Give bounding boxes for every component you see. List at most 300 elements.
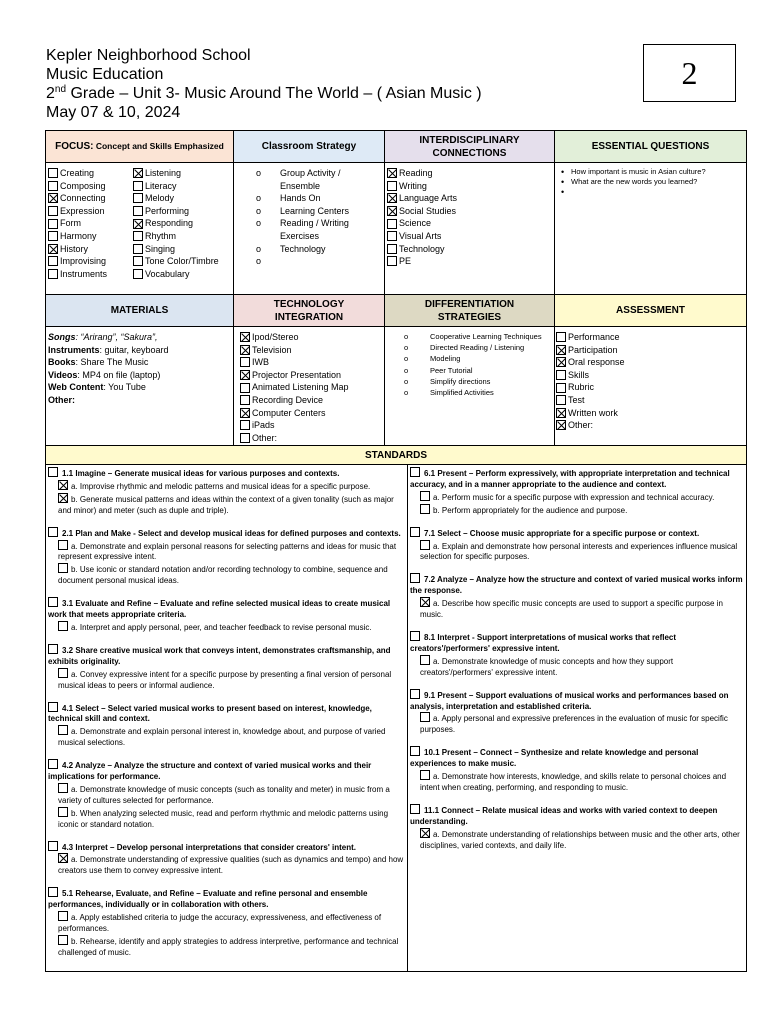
substandard-text: a. Demonstrate knowledge of music concepts and how they support creators'/performers' expressive intent. — [420, 656, 674, 677]
essential-question — [561, 177, 706, 187]
standard-title-text: 11.1 Connect – Relate musical ideas and works with varied context to deepen understanding. — [410, 805, 718, 826]
bullet-icon: o — [404, 388, 409, 398]
substandard-checkbox[interactable] — [58, 725, 68, 735]
focus-item-improvising[interactable] — [48, 255, 107, 268]
assessment-cell — [555, 327, 746, 446]
technology-checkbox[interactable] — [240, 332, 250, 342]
standard-substandard[interactable] — [410, 597, 745, 621]
substandard-text: a. Demonstrate how interests, knowledge, and skills relate to personal choices and intent when creating, performing, and responding to music. — [420, 772, 727, 792]
standard-block — [410, 746, 745, 794]
strategy-item-text: Exercises — [280, 230, 320, 241]
interdisciplinary-label: Reading — [399, 168, 433, 178]
interdisciplinary-label: Social Studies — [399, 205, 457, 216]
substandard-checkbox[interactable] — [58, 911, 68, 921]
interdisciplinary-label: Technology — [399, 243, 445, 254]
technology-checkbox[interactable] — [240, 383, 250, 393]
substandard-checkbox[interactable] — [420, 597, 430, 607]
standard-substandard[interactable] — [410, 770, 745, 794]
standard-title[interactable] — [48, 467, 406, 480]
essential-question-text: What are the new words you learned? — [571, 177, 698, 186]
unit-title-text: Grade – Unit 3- Music Around The World – ( Asian Music ) — [66, 85, 482, 102]
focus-item-rhythm[interactable] — [133, 230, 219, 243]
technology-integration-header — [234, 295, 385, 327]
assessment-item-performance[interactable] — [556, 331, 625, 344]
standard-substandard[interactable] — [48, 853, 406, 877]
substandard-checkbox[interactable] — [420, 770, 430, 780]
focus-item-form[interactable] — [48, 217, 107, 230]
interdisciplinary-item-visual-arts[interactable] — [387, 230, 457, 243]
differentiation-item-text: Modeling — [430, 354, 461, 364]
assessment-item-written-work[interactable] — [556, 407, 625, 420]
standard-block — [48, 527, 406, 588]
focus-column-2 — [133, 167, 219, 280]
assessment-item-participation[interactable] — [556, 344, 625, 357]
focus-label: Instruments — [60, 268, 108, 279]
essential-question — [561, 167, 706, 177]
substandard-checkbox[interactable] — [58, 853, 68, 863]
bullet-icon: o — [256, 218, 262, 229]
assessment-item-test[interactable] — [556, 394, 625, 407]
technology-checkbox[interactable] — [240, 408, 250, 418]
differentiation-cell — [385, 327, 555, 446]
substandard-text: b. Perform appropriately for the audience and purpose. — [433, 505, 628, 515]
standard-title[interactable] — [48, 887, 406, 911]
standard-title[interactable] — [48, 841, 406, 854]
focus-header-main: FOCUS: — [55, 141, 94, 152]
focus-label: Listening — [145, 168, 182, 178]
interdisciplinary-checkbox[interactable] — [387, 206, 397, 216]
focus-item-connecting[interactable] — [48, 192, 107, 205]
standard-title-text: 6.1 Present – Perform expressively, with appropriate interpretation and technical accuracy, and in a manner appropriate to the audience and context. — [410, 469, 730, 489]
substandard-checkbox[interactable] — [58, 668, 68, 678]
interdisciplinary-checkbox[interactable] — [387, 244, 397, 254]
technology-label: Ipod/Stereo — [252, 332, 299, 342]
assessment-label: Participation — [568, 344, 618, 355]
materials-web — [48, 381, 169, 394]
interdisciplinary-item-reading[interactable] — [387, 167, 457, 180]
bullet-icon: o — [404, 343, 409, 353]
standard-checkbox[interactable] — [410, 467, 420, 477]
focus-label: Performing — [145, 205, 190, 216]
interdisciplinary-cell — [385, 163, 555, 295]
focus-item-history[interactable] — [48, 243, 107, 256]
technology-checkbox[interactable] — [240, 420, 250, 430]
standards-right-column — [408, 465, 746, 971]
technology-checkbox[interactable] — [240, 395, 250, 405]
differentiation-header — [385, 295, 555, 327]
standard-title-text: 9.1 Present – Support evaluations of musical works and performances based on analysis, interpretation and established criteria. — [410, 690, 729, 711]
assessment-checkbox[interactable] — [556, 332, 566, 342]
interdisciplinary-checkbox[interactable] — [387, 231, 397, 241]
standard-checkbox[interactable] — [48, 841, 58, 851]
technology-item-other[interactable] — [240, 432, 349, 445]
substandard-checkbox[interactable] — [420, 504, 430, 514]
standard-substandard[interactable] — [48, 563, 406, 587]
materials-songs — [48, 331, 169, 344]
substandard-text: a. Demonstrate knowledge of music concepts (such as tonality and meter) in music from a variety of cultures selected for performance. — [58, 784, 390, 805]
assessment-checkbox[interactable] — [556, 357, 566, 367]
standard-substandard[interactable] — [48, 480, 406, 493]
substandard-text: a. Improvise rhythmic and melodic patterns and musical ideas for a specific purpose. — [71, 481, 371, 491]
assessment-checkbox[interactable] — [556, 408, 566, 418]
differentiation-item — [404, 342, 542, 353]
materials-videos — [48, 369, 169, 382]
strategy-item — [256, 205, 349, 218]
standard-block — [48, 759, 406, 830]
bullet-icon: o — [256, 205, 262, 216]
standard-title-text: 4.2 Analyze – Analyze the structure and context of varied musical works and their implications for performance. — [48, 761, 372, 782]
standard-title[interactable] — [48, 644, 406, 668]
standard-title[interactable] — [410, 689, 745, 713]
differentiation-item — [404, 331, 542, 342]
assessment-item-oral-response[interactable] — [556, 356, 625, 369]
differentiation-item — [404, 387, 542, 398]
standard-title-text: 7.2 Analyze – Analyze how the structure and context of varied musical works inform the response. — [410, 575, 743, 596]
focus-checkbox[interactable] — [48, 256, 58, 266]
focus-checkbox[interactable] — [133, 256, 143, 266]
substandard-text: a. Convey expressive intent for a specific purpose by presenting a final version of personal musical ideas to peers or informal audience. — [58, 669, 392, 690]
standard-block — [48, 841, 406, 878]
standard-checkbox[interactable] — [410, 746, 420, 756]
bullet-icon: o — [404, 354, 409, 364]
classroom-strategy-header — [234, 131, 385, 163]
standard-title[interactable] — [410, 631, 745, 655]
substandard-checkbox[interactable] — [420, 540, 430, 550]
assessment-checkbox[interactable] — [556, 420, 566, 430]
interdisciplinary-checkbox[interactable] — [387, 219, 397, 229]
technology-label: Computer Centers — [252, 407, 326, 418]
interdisciplinary-item-writing[interactable] — [387, 180, 457, 193]
technology-label: Animated Listening Map — [252, 382, 349, 393]
technology-checkbox[interactable] — [240, 370, 250, 380]
standard-substandard[interactable] — [410, 712, 745, 736]
focus-label: Expression — [60, 205, 105, 216]
essential-questions-cell — [555, 163, 746, 295]
strategy-item-text: Ensemble — [280, 180, 321, 191]
assessment-checkbox[interactable] — [556, 395, 566, 405]
standard-title[interactable] — [410, 746, 745, 770]
standard-checkbox[interactable] — [48, 759, 58, 769]
technology-item-television[interactable] — [240, 344, 349, 357]
interdisciplinary-header-line2: CONNECTIONS — [432, 147, 507, 159]
standard-checkbox[interactable] — [48, 702, 58, 712]
bullet-icon: o — [256, 193, 262, 204]
standard-checkbox[interactable] — [410, 527, 420, 537]
technology-label: Television — [252, 344, 292, 355]
standard-title-text: 8.1 Interpret - Support interpretations of musical works that reflect creators'/performers' expressive intent. — [410, 632, 677, 653]
focus-header-sub: Concept and Skills Emphasized — [93, 141, 224, 151]
instruments-label: Instruments — [48, 344, 100, 355]
technology-item-ipads[interactable] — [240, 419, 349, 432]
classroom-strategy-cell — [234, 163, 385, 295]
standard-substandard[interactable] — [410, 828, 745, 852]
focus-label: Improvising — [60, 256, 107, 267]
standard-checkbox[interactable] — [48, 597, 58, 607]
essential-questions-header-text: ESSENTIAL QUESTIONS — [591, 141, 710, 152]
songs-label: Songs — [48, 332, 76, 342]
standard-checkbox[interactable] — [410, 689, 420, 699]
focus-checkbox[interactable] — [48, 231, 58, 241]
standard-title-text: 2.1 Plan and Make - Select and develop musical ideas for defined purposes and contexts. — [62, 528, 401, 538]
differentiation-item-text: Directed Reading / Listening — [430, 343, 525, 353]
standards-header — [46, 446, 746, 465]
focus-item-harmony[interactable] — [48, 230, 107, 243]
assessment-item-skills[interactable] — [556, 369, 625, 382]
standard-checkbox[interactable] — [48, 887, 58, 897]
interdisciplinary-item-science[interactable] — [387, 217, 457, 230]
standard-title[interactable] — [48, 702, 406, 726]
substandard-text: a. Describe how specific music concepts are used to support a specific purpose in music. — [420, 599, 723, 620]
bullet-icon: o — [404, 365, 409, 375]
interdisciplinary-item-social-studies[interactable] — [387, 205, 457, 218]
assessment-label: Oral response — [568, 357, 625, 368]
focus-checkbox[interactable] — [48, 219, 58, 229]
interdisciplinary-checkbox[interactable] — [387, 168, 397, 178]
standard-substandard[interactable] — [410, 655, 745, 679]
classroom-strategy-header-text: Classroom Strategy — [261, 141, 357, 152]
grade-ordinal: nd — [54, 84, 67, 95]
standard-title-text: 4.3 Interpret – Develop personal interpretations that consider creators' intent. — [62, 842, 356, 852]
focus-checkbox[interactable] — [133, 269, 143, 279]
strategy-item-text: Reading / Writing — [280, 218, 349, 229]
substandard-text: a. Perform music for a specific purpose with expression and technical accuracy. — [433, 492, 715, 502]
unit-number-box: 2 — [643, 44, 736, 102]
assessment-item-rubric[interactable] — [556, 381, 625, 394]
focus-item-expression[interactable] — [48, 205, 107, 218]
focus-checkbox[interactable] — [133, 231, 143, 241]
standard-block — [48, 597, 406, 634]
standard-block — [410, 804, 745, 852]
standard-title-text: 5.1 Rehearse, Evaluate, and Refine – Evaluate and refine personal and ensemble performances, individually or in collaboration with others. — [48, 889, 368, 910]
interdisciplinary-label: Visual Arts — [399, 230, 442, 241]
focus-checkbox[interactable] — [133, 206, 143, 216]
focus-checkbox[interactable] — [133, 193, 143, 203]
technology-item-iwb[interactable] — [240, 356, 349, 369]
technology-item-ipod-stereo[interactable] — [240, 331, 349, 344]
focus-item-composing[interactable] — [48, 180, 107, 193]
focus-label: Composing — [60, 180, 106, 191]
standard-title[interactable] — [48, 527, 406, 540]
focus-checkbox[interactable] — [48, 269, 58, 279]
materials-header-text: MATERIALS — [110, 305, 169, 316]
standard-title[interactable] — [410, 527, 745, 540]
standard-title-text: 7.1 Select – Choose music appropriate for a specific purpose or context. — [424, 528, 700, 538]
assessment-label: Performance — [568, 332, 620, 342]
materials-instruments — [48, 344, 169, 357]
standard-checkbox[interactable] — [410, 804, 420, 814]
technology-checkbox[interactable] — [240, 345, 250, 355]
standard-title-text: 3.1 Evaluate and Refine – Evaluate and refine selected musical ideas to create musical work that meets appropriate criteria. — [48, 599, 391, 620]
standard-block — [48, 644, 406, 692]
focus-item-vocabulary[interactable] — [133, 268, 219, 281]
interdisciplinary-item-language-arts[interactable] — [387, 192, 457, 205]
differentiation-item — [404, 353, 542, 364]
standard-substandard[interactable] — [48, 493, 406, 517]
standard-checkbox[interactable] — [48, 467, 58, 477]
books-label: Books — [48, 357, 76, 368]
focus-checkbox[interactable] — [48, 193, 58, 203]
standard-substandard[interactable] — [48, 935, 406, 959]
standard-title[interactable] — [410, 804, 745, 828]
focus-item-melody[interactable] — [133, 192, 219, 205]
assessment-checkbox[interactable] — [556, 383, 566, 393]
standard-title[interactable] — [48, 597, 406, 621]
differentiation-list — [404, 331, 542, 398]
songs-value: : “Arirang”, “Sakura”, — [75, 332, 158, 342]
bullet-icon: o — [404, 376, 409, 386]
school-name: Kepler Neighborhood School — [46, 47, 251, 64]
standard-substandard[interactable] — [48, 540, 406, 564]
technology-checkbox[interactable] — [240, 357, 250, 367]
substandard-text: a. Demonstrate and explain personal reasons for selecting patterns and ideas for music that represent expressive intent. — [58, 541, 397, 562]
substandard-checkbox[interactable] — [58, 480, 68, 490]
substandard-checkbox[interactable] — [58, 783, 68, 793]
substandard-text: a. Demonstrate understanding of expressive qualities (such as dynamics and tempo) and how creators use them to convey expressive intent. — [58, 855, 404, 876]
technology-list — [240, 331, 349, 444]
technology-label: iPads — [252, 420, 275, 431]
focus-label: Form — [60, 218, 81, 229]
substandard-checkbox[interactable] — [58, 493, 68, 503]
interdisciplinary-item-pe[interactable] — [387, 255, 457, 268]
standard-title-text: 3.2 Share creative musical work that conveys intent, demonstrates craftsmanship, and exhibits originality. — [48, 645, 391, 666]
interdisciplinary-label: Writing — [399, 180, 427, 191]
interdisciplinary-list — [387, 167, 457, 268]
focus-item-responding[interactable] — [133, 217, 219, 230]
focus-label: Melody — [145, 193, 175, 204]
focus-label: Literacy — [145, 180, 177, 191]
differentiation-item-text: Simplify directions — [430, 376, 491, 386]
strategy-item-text: Learning Centers — [280, 205, 350, 216]
substandard-text: b. Use iconic or standard notation and/or recording technology to combine, sequence and document personal musical ideas. — [58, 565, 388, 586]
focus-checkbox[interactable] — [133, 244, 143, 254]
materials-other — [48, 394, 169, 407]
interdisciplinary-item-technology[interactable] — [387, 243, 457, 256]
standard-substandard[interactable] — [48, 725, 406, 749]
videos-value: : MP4 on file (laptop) — [77, 369, 161, 380]
assessment-label: Rubric — [568, 382, 595, 393]
focus-label: Rhythm — [145, 230, 177, 241]
focus-item-tone-color-timbre[interactable] — [133, 255, 219, 268]
substandard-checkbox[interactable] — [58, 807, 68, 817]
focus-item-singing[interactable] — [133, 243, 219, 256]
focus-label: Tone Color/Timbre — [145, 256, 219, 267]
focus-item-listening[interactable] — [133, 167, 219, 180]
focus-checkbox[interactable] — [48, 244, 58, 254]
substandard-checkbox[interactable] — [58, 563, 68, 573]
substandard-checkbox[interactable] — [58, 935, 68, 945]
technology-item-computer-centers[interactable] — [240, 407, 349, 420]
essential-questions-header — [555, 131, 746, 163]
interdisciplinary-header — [385, 131, 555, 163]
focus-checkbox[interactable] — [48, 181, 58, 191]
strategy-item — [256, 180, 349, 193]
focus-checkbox[interactable] — [133, 181, 143, 191]
differentiation-item — [404, 365, 542, 376]
assessment-item-other[interactable] — [556, 419, 625, 432]
focus-label: Vocabulary — [145, 268, 190, 279]
web-label: Web Content — [48, 382, 104, 393]
interdisciplinary-checkbox[interactable] — [387, 181, 397, 191]
substandard-checkbox[interactable] — [58, 540, 68, 550]
classroom-strategy-list — [256, 167, 349, 268]
substandard-checkbox[interactable] — [420, 712, 430, 722]
technology-label: Other: — [252, 432, 278, 443]
focus-item-creating[interactable] — [48, 167, 107, 180]
standard-block — [410, 631, 745, 679]
substandard-checkbox[interactable] — [420, 828, 430, 838]
standard-checkbox[interactable] — [410, 631, 420, 641]
standard-block — [410, 689, 745, 737]
standard-substandard[interactable] — [48, 668, 406, 692]
focus-column-1 — [48, 167, 107, 280]
focus-checkbox[interactable] — [48, 206, 58, 216]
assessment-checkbox[interactable] — [556, 370, 566, 380]
technology-item-projector-presentation[interactable] — [240, 369, 349, 382]
other-label: Other: — [48, 394, 75, 405]
standard-block — [48, 702, 406, 750]
differentiation-item-text: Simplified Activities — [430, 388, 494, 398]
standard-substandard[interactable] — [410, 504, 745, 517]
assessment-list — [556, 331, 625, 432]
web-value: : You Tube — [103, 382, 146, 393]
standard-substandard[interactable] — [410, 491, 745, 504]
standard-title[interactable] — [410, 573, 745, 597]
substandard-checkbox[interactable] — [420, 655, 430, 665]
bullet-icon: o — [256, 256, 262, 267]
focus-item-instruments[interactable] — [48, 268, 107, 281]
assessment-checkbox[interactable] — [556, 345, 566, 355]
substandard-checkbox[interactable] — [58, 621, 68, 631]
strategy-item — [256, 255, 349, 268]
focus-item-performing[interactable] — [133, 205, 219, 218]
strategy-item — [256, 217, 349, 230]
focus-checkbox[interactable] — [133, 219, 143, 229]
interdisciplinary-header-line1: INTERDISCIPLINARY — [419, 134, 520, 146]
standard-title[interactable] — [410, 467, 745, 491]
interdisciplinary-checkbox[interactable] — [387, 193, 397, 203]
substandard-checkbox[interactable] — [420, 491, 430, 501]
standard-substandard[interactable] — [410, 540, 745, 564]
standard-checkbox[interactable] — [48, 527, 58, 537]
standard-substandard[interactable] — [48, 783, 406, 807]
standard-title[interactable] — [48, 759, 406, 783]
bullet-icon: o — [256, 243, 262, 254]
focus-item-literacy[interactable] — [133, 180, 219, 193]
focus-checkbox[interactable] — [48, 168, 58, 178]
materials-books — [48, 356, 169, 369]
standard-checkbox[interactable] — [48, 644, 58, 654]
focus-label: Responding — [145, 218, 194, 229]
standard-substandard[interactable] — [48, 911, 406, 935]
technology-item-recording-device[interactable] — [240, 394, 349, 407]
focus-label: Harmony — [60, 230, 97, 241]
books-value: : Share The Music — [75, 357, 149, 368]
substandard-text: a. Interpret and apply personal, peer, and teacher feedback to revise personal music. — [71, 622, 372, 632]
technology-item-animated-listening-map[interactable] — [240, 381, 349, 394]
standard-substandard[interactable] — [48, 807, 406, 831]
interdisciplinary-checkbox[interactable] — [387, 256, 397, 266]
technology-checkbox[interactable] — [240, 433, 250, 443]
standard-title-text: 1.1 Imagine – Generate musical ideas for various purposes and contexts. — [62, 469, 340, 478]
grade-number: 2 — [46, 85, 55, 102]
focus-checkbox[interactable] — [133, 168, 143, 178]
standard-checkbox[interactable] — [410, 573, 420, 583]
interdisciplinary-label: Science — [399, 218, 432, 229]
standard-block — [410, 573, 745, 621]
standard-substandard[interactable] — [48, 621, 406, 634]
strategy-item — [256, 230, 349, 243]
differentiation-item — [404, 376, 542, 387]
